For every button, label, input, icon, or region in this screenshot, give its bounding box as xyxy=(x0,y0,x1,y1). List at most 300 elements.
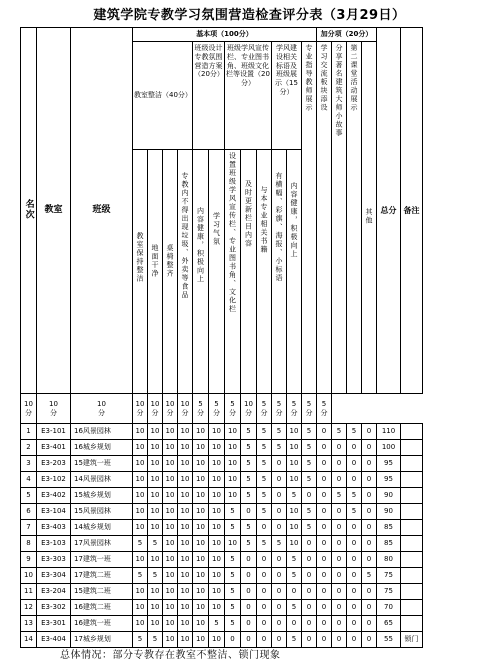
score-cell: 0 xyxy=(362,424,377,440)
score-cell: 0 xyxy=(347,472,362,488)
score-cell: 10 xyxy=(209,568,225,584)
score-cell: 10 xyxy=(225,424,241,440)
score-cell: 0 xyxy=(241,600,257,616)
score-cell: 10 xyxy=(148,520,163,536)
score-cell: 10 xyxy=(178,424,193,440)
score-cell: 5 xyxy=(347,488,362,504)
header-leaf-4: 专教内不得出现垃圾、外卖等食品 xyxy=(178,150,193,394)
score-cell: 10 xyxy=(209,600,225,616)
room-cell: E3-104 xyxy=(37,504,71,520)
remark-cell xyxy=(401,424,423,440)
score-cell: 5 xyxy=(302,440,317,456)
score-cell: 5 xyxy=(362,568,377,584)
score-cell: 10 xyxy=(209,472,225,488)
summary-note: 总体情况：部分专教存在教室不整洁、锁门现象 xyxy=(60,650,281,661)
score-cell: 0 xyxy=(332,552,347,568)
score-cell: 0 xyxy=(347,584,362,600)
room-cell: E3-103 xyxy=(37,536,71,552)
header-plan-group: 班级设计专教氛围营造方案（20分） xyxy=(193,42,225,150)
remark-cell xyxy=(401,616,423,632)
total-cell: 90 xyxy=(377,504,401,520)
score-cell: 10 xyxy=(209,488,225,504)
header-total: 总分 xyxy=(377,28,401,394)
score-cell: 5 xyxy=(257,536,272,552)
score-cell: 5 xyxy=(257,456,272,472)
class-cell: 15城乡规划 xyxy=(71,488,133,504)
class-cell: 15风景园林 xyxy=(71,504,133,520)
score-cell: 0 xyxy=(241,632,257,648)
remark-cell xyxy=(401,504,423,520)
score-cell: 0 xyxy=(257,584,272,600)
header-leaf-5: 内容健康，积极向上 xyxy=(193,150,209,394)
score-cell: 10 xyxy=(178,552,193,568)
score-cell: 0 xyxy=(225,632,241,648)
score-cell: 0 xyxy=(347,568,362,584)
table-row xyxy=(21,600,423,616)
score-cell: 10 xyxy=(163,632,178,648)
score-cell: 5 xyxy=(257,488,272,504)
score-cell: 10 xyxy=(209,456,225,472)
room-cell: E3-302 xyxy=(37,600,71,616)
score-cell: 0 xyxy=(317,536,332,552)
score-cell: 0 xyxy=(362,488,377,504)
score-cell: 10 xyxy=(193,632,209,648)
header-class: 班级 xyxy=(71,28,133,394)
score-cell: 0 xyxy=(347,616,362,632)
rank-cell: 11 xyxy=(21,584,37,600)
score-cell: 0 xyxy=(302,632,317,648)
table-row xyxy=(21,440,423,456)
score-cell: 0 xyxy=(347,520,362,536)
total-cell: 70 xyxy=(377,600,401,616)
score-cell: 10 xyxy=(209,632,225,648)
remark-cell xyxy=(401,456,423,472)
score-cell: 5 xyxy=(225,520,241,536)
rank-cell: 12 xyxy=(21,600,37,616)
score-cell: 10 xyxy=(178,456,193,472)
rank-cell: 7 xyxy=(21,520,37,536)
score-cell: 0 xyxy=(257,552,272,568)
score-cell: 10 xyxy=(178,440,193,456)
score-cell: 0 xyxy=(241,552,257,568)
score-cell: 10 xyxy=(163,584,178,600)
score-cell: 10 xyxy=(193,472,209,488)
score-cell: 0 xyxy=(347,440,362,456)
score-cell: 5 xyxy=(257,440,272,456)
header-leaf-15: 第二课堂活动展示 xyxy=(347,42,362,394)
score-cell: 0 xyxy=(317,600,332,616)
score-cell: 5 xyxy=(287,600,302,616)
score-cell: 0 xyxy=(347,632,362,648)
score-cell: 5 xyxy=(133,568,148,584)
points-cell: 5 分 xyxy=(302,394,317,424)
score-cell: 10 xyxy=(163,600,178,616)
header-leaf-12: 专业指导教师展示 xyxy=(302,42,317,394)
table-row xyxy=(21,568,423,584)
score-cell: 10 xyxy=(193,440,209,456)
score-cell: 0 xyxy=(241,616,257,632)
header-leaf-7: 设置班级学风宣传栏、专业图书角、文化栏 xyxy=(225,150,241,394)
score-cell: 5 xyxy=(347,424,362,440)
score-cell: 5 xyxy=(225,600,241,616)
score-cell: 10 xyxy=(178,600,193,616)
score-cell: 10 xyxy=(133,600,148,616)
score-cell: 10 xyxy=(287,424,302,440)
score-cell: 5 xyxy=(347,504,362,520)
table-row xyxy=(21,520,423,536)
remark-cell xyxy=(401,520,423,536)
score-cell: 10 xyxy=(133,456,148,472)
score-cell: 10 xyxy=(163,536,178,552)
rank-cell: 4 xyxy=(21,472,37,488)
score-cell: 10 xyxy=(178,520,193,536)
score-cell: 10 xyxy=(209,536,225,552)
score-cell: 0 xyxy=(317,488,332,504)
score-cell: 10 xyxy=(225,456,241,472)
score-cell: 10 xyxy=(225,488,241,504)
score-cell: 10 xyxy=(209,520,225,536)
score-cell: 0 xyxy=(332,584,347,600)
score-cell: 10 xyxy=(287,504,302,520)
score-cell: 0 xyxy=(362,456,377,472)
score-cell: 0 xyxy=(317,568,332,584)
score-cell: 5 xyxy=(241,536,257,552)
score-cell: 10 xyxy=(148,424,163,440)
points-cell: 5 分 xyxy=(257,394,272,424)
score-cell: 10 xyxy=(193,424,209,440)
score-cell: 10 xyxy=(178,472,193,488)
score-cell: 10 xyxy=(148,552,163,568)
score-cell: 0 xyxy=(272,584,287,600)
score-cell: 10 xyxy=(178,568,193,584)
score-cell: 10 xyxy=(225,440,241,456)
header-bonus-group: 加分项（20分） xyxy=(317,28,377,42)
header-leaf-6: 学习气氛 xyxy=(209,150,225,394)
score-cell: 10 xyxy=(178,616,193,632)
remark-cell xyxy=(401,488,423,504)
score-cell: 10 xyxy=(193,520,209,536)
score-cell: 0 xyxy=(347,600,362,616)
header-room: 教室 xyxy=(37,28,71,394)
score-cell: 5 xyxy=(148,568,163,584)
header-leaf-9: 与本专业相关书籍 xyxy=(257,150,272,394)
score-cell: 5 xyxy=(241,456,257,472)
score-cell: 0 xyxy=(362,600,377,616)
header-corner-group: 班级学风宣传栏、专业图书角、班级文化栏等设置（20分） xyxy=(225,42,272,150)
score-cell: 0 xyxy=(362,440,377,456)
score-cell: 0 xyxy=(287,616,302,632)
score-cell: 0 xyxy=(302,584,317,600)
score-cell: 10 xyxy=(163,440,178,456)
class-cell: 16城乡规划 xyxy=(71,440,133,456)
score-cell: 0 xyxy=(302,536,317,552)
score-cell: 10 xyxy=(133,520,148,536)
score-cell: 10 xyxy=(163,424,178,440)
total-cell: 95 xyxy=(377,472,401,488)
points-cell: 5 分 xyxy=(193,394,209,424)
score-cell: 0 xyxy=(257,568,272,584)
score-cell: 5 xyxy=(257,504,272,520)
score-cell: 5 xyxy=(287,568,302,584)
total-cell: 90 xyxy=(377,488,401,504)
score-cell: 5 xyxy=(272,536,287,552)
score-cell: 10 xyxy=(148,584,163,600)
points-cell: 5 分 xyxy=(287,394,302,424)
remark-cell xyxy=(401,584,423,600)
score-cell: 10 xyxy=(133,488,148,504)
score-cell: 10 xyxy=(133,440,148,456)
header-leaf-8: 及时更新栏目内容 xyxy=(241,150,257,394)
score-cell: 0 xyxy=(302,600,317,616)
score-cell: 5 xyxy=(241,488,257,504)
points-cell: 5 分 xyxy=(317,394,332,424)
score-cell: 10 xyxy=(193,600,209,616)
class-cell: 16建筑一班 xyxy=(71,616,133,632)
table-row xyxy=(21,584,423,600)
score-cell: 0 xyxy=(362,616,377,632)
score-cell: 10 xyxy=(287,536,302,552)
table-row xyxy=(21,552,423,568)
score-cell: 5 xyxy=(148,632,163,648)
room-cell: E3-203 xyxy=(37,456,71,472)
score-cell: 10 xyxy=(148,472,163,488)
score-cell: 10 xyxy=(163,456,178,472)
score-cell: 10 xyxy=(163,520,178,536)
score-cell: 5 xyxy=(257,424,272,440)
score-cell: 10 xyxy=(287,520,302,536)
header-leaf-1: 教室保持整洁 xyxy=(133,150,148,394)
score-cell: 10 xyxy=(163,552,178,568)
score-cell: 10 xyxy=(193,456,209,472)
remark-cell xyxy=(401,440,423,456)
score-cell: 5 xyxy=(225,584,241,600)
table-row xyxy=(21,488,423,504)
score-cell: 10 xyxy=(178,632,193,648)
score-cell: 0 xyxy=(332,616,347,632)
rank-cell: 2 xyxy=(21,440,37,456)
points-cell: 10 分 xyxy=(148,394,163,424)
score-cell: 0 xyxy=(317,456,332,472)
header-leaf-11: 内容健康，积极向上 xyxy=(287,150,302,394)
score-cell: 10 xyxy=(133,472,148,488)
total-cell: 75 xyxy=(377,584,401,600)
score-cell: 0 xyxy=(241,584,257,600)
score-cell: 0 xyxy=(362,552,377,568)
header-slogan-group: 学风建设相关标语及班级展示（15分） xyxy=(272,42,302,150)
remark-cell xyxy=(401,600,423,616)
score-cell: 10 xyxy=(287,472,302,488)
points-cell: 10 分 xyxy=(163,394,178,424)
score-cell: 10 xyxy=(133,616,148,632)
score-cell: 10 xyxy=(133,552,148,568)
score-cell: 10 xyxy=(209,584,225,600)
score-cell: 0 xyxy=(257,616,272,632)
points-cell: 10 分 xyxy=(37,394,71,424)
score-cell: 0 xyxy=(347,456,362,472)
class-cell: 17建筑一班 xyxy=(71,552,133,568)
table-row xyxy=(21,504,423,520)
table-row xyxy=(21,424,423,440)
score-cell: 0 xyxy=(272,568,287,584)
score-cell: 0 xyxy=(257,600,272,616)
class-cell: 16建筑二班 xyxy=(71,600,133,616)
score-cell: 0 xyxy=(272,520,287,536)
score-cell: 10 xyxy=(148,616,163,632)
score-cell: 10 xyxy=(193,552,209,568)
total-cell: 95 xyxy=(377,456,401,472)
score-cell: 5 xyxy=(302,456,317,472)
class-cell: 17城乡规划 xyxy=(71,632,133,648)
score-cell: 5 xyxy=(302,504,317,520)
score-cell: 10 xyxy=(193,568,209,584)
score-cell: 10 xyxy=(148,488,163,504)
score-cell: 0 xyxy=(362,504,377,520)
score-cell: 0 xyxy=(362,536,377,552)
header-leaf-10: 有横幅、彩旗、海报、小标语 xyxy=(272,150,287,394)
page-title: 建筑学院专教学习氛围营造检查评分表（3月29日） xyxy=(93,8,406,23)
score-cell: 5 xyxy=(302,424,317,440)
score-cell: 10 xyxy=(178,504,193,520)
score-cell: 0 xyxy=(272,552,287,568)
score-cell: 10 xyxy=(163,568,178,584)
table-row xyxy=(21,472,423,488)
score-cell: 5 xyxy=(225,568,241,584)
score-cell: 0 xyxy=(302,552,317,568)
score-cell: 10 xyxy=(225,536,241,552)
score-cell: 0 xyxy=(302,568,317,584)
score-cell: 10 xyxy=(133,584,148,600)
score-cell: 0 xyxy=(332,568,347,584)
remark-cell xyxy=(401,472,423,488)
header-leaf-14: 分享著名建筑大师小故事 xyxy=(332,42,347,394)
score-cell: 0 xyxy=(332,520,347,536)
score-cell: 10 xyxy=(178,488,193,504)
rank-cell: 3 xyxy=(21,456,37,472)
score-cell: 0 xyxy=(317,632,332,648)
score-cell: 10 xyxy=(287,456,302,472)
score-cell: 10 xyxy=(209,440,225,456)
points-cell: 10 分 xyxy=(21,394,37,424)
score-cell: 0 xyxy=(272,456,287,472)
score-cell: 0 xyxy=(317,472,332,488)
room-cell: E3-301 xyxy=(37,616,71,632)
header-leaf-3: 桌椅整齐 xyxy=(163,150,178,394)
score-cell: 5 xyxy=(209,616,225,632)
rank-cell: 6 xyxy=(21,504,37,520)
rank-cell: 8 xyxy=(21,536,37,552)
room-cell: E3-403 xyxy=(37,520,71,536)
score-cell: 5 xyxy=(302,472,317,488)
points-cell: 10 分 xyxy=(71,394,133,424)
class-cell: 17建筑二班 xyxy=(71,568,133,584)
score-cell: 0 xyxy=(317,520,332,536)
score-cell: 0 xyxy=(362,632,377,648)
score-cell: 10 xyxy=(178,536,193,552)
score-cell: 0 xyxy=(347,536,362,552)
score-cell: 0 xyxy=(332,472,347,488)
score-cell: 10 xyxy=(209,424,225,440)
score-cell: 5 xyxy=(241,440,257,456)
score-cell: 0 xyxy=(302,488,317,504)
score-cell: 10 xyxy=(287,440,302,456)
header-leaf-16: 其他 xyxy=(362,42,377,394)
total-cell: 75 xyxy=(377,568,401,584)
score-cell: 0 xyxy=(257,632,272,648)
table-row xyxy=(21,456,423,472)
class-cell: 17风景园林 xyxy=(71,536,133,552)
score-cell: 5 xyxy=(257,472,272,488)
score-cell: 0 xyxy=(287,584,302,600)
points-row xyxy=(21,394,423,424)
score-cell: 0 xyxy=(332,456,347,472)
class-cell: 14风景园林 xyxy=(71,472,133,488)
room-cell: E3-303 xyxy=(37,552,71,568)
score-cell: 5 xyxy=(225,504,241,520)
total-cell: 55 xyxy=(377,632,401,648)
total-cell: 85 xyxy=(377,520,401,536)
score-cell: 0 xyxy=(362,520,377,536)
room-cell: E3-101 xyxy=(37,424,71,440)
score-cell: 10 xyxy=(133,504,148,520)
score-cell: 5 xyxy=(287,632,302,648)
score-cell: 5 xyxy=(287,552,302,568)
score-cell: 0 xyxy=(317,440,332,456)
score-cell: 0 xyxy=(317,424,332,440)
remark-cell xyxy=(401,552,423,568)
score-cell: 0 xyxy=(317,584,332,600)
rank-cell: 14 xyxy=(21,632,37,648)
score-cell: 0 xyxy=(332,632,347,648)
total-cell: 65 xyxy=(377,616,401,632)
score-cell: 0 xyxy=(272,504,287,520)
score-cell: 10 xyxy=(193,584,209,600)
data-body xyxy=(21,424,423,648)
score-cell: 5 xyxy=(272,440,287,456)
score-cell: 0 xyxy=(332,504,347,520)
room-cell: E3-401 xyxy=(37,440,71,456)
score-cell: 0 xyxy=(272,472,287,488)
score-cell: 10 xyxy=(163,616,178,632)
score-cell: 10 xyxy=(133,424,148,440)
score-cell: 0 xyxy=(317,552,332,568)
score-cell: 0 xyxy=(241,504,257,520)
header-basic-group: 基本项（100分） xyxy=(133,28,317,42)
score-cell: 5 xyxy=(148,536,163,552)
score-cell: 5 xyxy=(332,424,347,440)
remark-cell xyxy=(401,568,423,584)
score-cell: 0 xyxy=(347,552,362,568)
score-cell: 5 xyxy=(241,520,257,536)
total-cell: 110 xyxy=(377,424,401,440)
score-cell: 5 xyxy=(225,552,241,568)
header-leaf-2: 地面干净 xyxy=(148,150,163,394)
score-cell: 0 xyxy=(241,568,257,584)
score-cell: 10 xyxy=(193,488,209,504)
score-cell: 5 xyxy=(302,520,317,536)
score-cell: 5 xyxy=(287,488,302,504)
score-cell: 10 xyxy=(225,472,241,488)
score-cell: 0 xyxy=(272,616,287,632)
score-cell: 5 xyxy=(241,424,257,440)
score-cell: 5 xyxy=(332,488,347,504)
room-cell: E3-404 xyxy=(37,632,71,648)
rank-cell: 1 xyxy=(21,424,37,440)
score-cell: 10 xyxy=(148,504,163,520)
points-cell: 5 分 xyxy=(225,394,241,424)
score-cell: 10 xyxy=(209,504,225,520)
header-rank: 名次 xyxy=(21,28,37,394)
score-cell: 5 xyxy=(241,472,257,488)
